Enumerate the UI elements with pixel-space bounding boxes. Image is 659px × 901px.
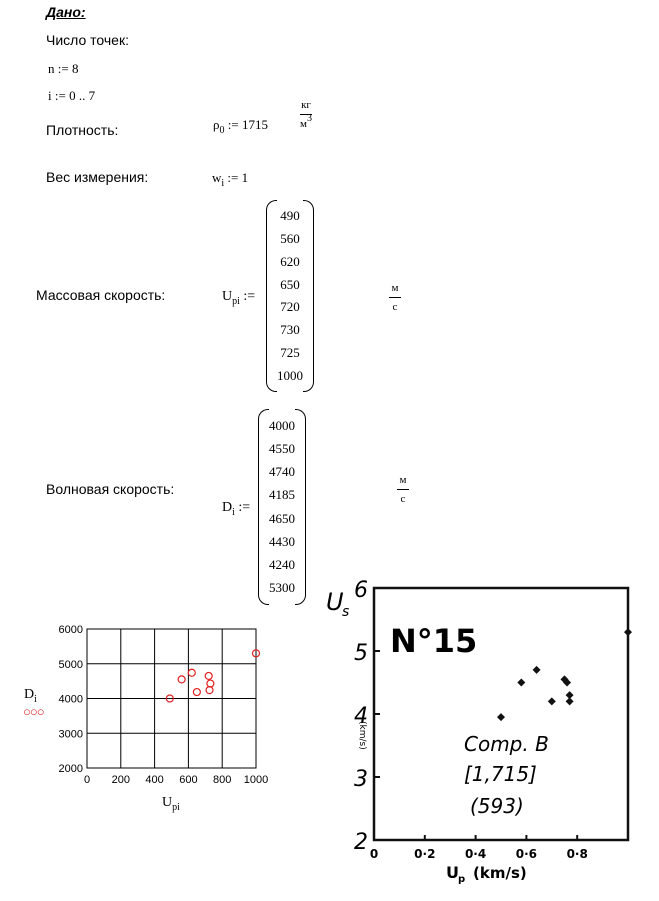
y-axis-label [326, 588, 349, 620]
plot-xlabel [162, 795, 180, 811]
unit-denominator: с [392, 301, 398, 313]
annotation-line-2: [1,715] [464, 762, 537, 786]
rho-unit-denominator: м3 [300, 113, 312, 130]
plot-ylabel-sub: i [34, 694, 37, 705]
x-tick-label: 1000 [243, 774, 269, 786]
up-cell-1: 560 [280, 231, 300, 247]
y-tick-label: 2000 [58, 763, 83, 775]
scanned-chart [318, 576, 654, 896]
y-tick-label: 2 [354, 830, 368, 855]
left-bracket [266, 200, 277, 392]
data-point [206, 687, 213, 694]
d-subscript: i [232, 507, 235, 518]
mathcad-scatter-plot[interactable] [0, 615, 300, 790]
assign-operator: := [57, 61, 69, 76]
chart-title [390, 622, 477, 660]
rho-unit-numerator: кг [301, 99, 311, 111]
rho-name: ρ [213, 117, 220, 132]
annotation [464, 732, 549, 818]
mass-velocity-unit [385, 282, 405, 313]
d-cell-2: 4740 [269, 464, 295, 480]
y-tick-label: 6 [354, 578, 368, 603]
points-label: Число точек: [46, 32, 129, 48]
n-definition[interactable] [48, 61, 78, 77]
given-title: Дано: [46, 4, 86, 20]
data-point [178, 676, 185, 683]
w-value: 1 [241, 170, 249, 185]
d-cell-6: 4240 [269, 557, 295, 573]
y-tick-label: 4 [354, 704, 368, 729]
d-definition[interactable] [222, 500, 250, 516]
svg-text:(km/s): (km/s) [357, 721, 367, 750]
density-label: Плотность: [46, 122, 119, 138]
plot-legend-marker: ○○○ [23, 704, 44, 719]
up-cell-7: 1000 [277, 367, 303, 383]
assign-operator: := [238, 500, 251, 515]
up-cell-2: 620 [280, 253, 300, 269]
i-range: 0 .. 7 [69, 88, 96, 103]
rho-subscript: 0 [219, 125, 225, 136]
mass-velocity-label: Массовая скорость: [36, 287, 166, 303]
left-bracket [258, 409, 269, 605]
plot-xlabel-name: U [162, 795, 173, 810]
data-point [205, 672, 212, 679]
up-cell-0: 490 [280, 208, 300, 224]
x-tick-label: 0·4 [464, 847, 487, 861]
right-bracket [303, 200, 314, 392]
annotation-line-3: (593) [470, 794, 524, 818]
up-definition[interactable] [222, 289, 255, 305]
rho-unit [294, 99, 318, 130]
svg-text:(km/s): (km/s) [473, 864, 527, 882]
svg-text:U: U [446, 863, 459, 882]
unit-numerator: м [399, 474, 407, 486]
weight-label: Вес измерения: [46, 169, 149, 185]
up-subscript: pi [232, 296, 240, 307]
y-tick-label: 4000 [58, 693, 83, 706]
data-point [193, 689, 200, 696]
i-definition[interactable] [48, 88, 95, 104]
x-axis-label [446, 863, 527, 885]
unit-numerator: м [391, 282, 399, 294]
assign-operator: := [227, 117, 239, 132]
w-subscript: i [221, 178, 225, 189]
data-point [188, 669, 195, 676]
y-tick-label: 6000 [58, 624, 83, 636]
svg-text:U: U [326, 588, 344, 616]
up-cell-6: 725 [280, 344, 300, 360]
data-point [207, 680, 214, 687]
svg-text:s: s [342, 604, 350, 620]
data-point [517, 679, 525, 687]
i-name: i [48, 88, 52, 103]
d-cell-4: 4650 [269, 510, 295, 526]
rho-unit-power: 3 [306, 113, 312, 124]
wave-velocity-matrix[interactable] [258, 409, 306, 605]
y-tick-label: 5 [354, 641, 368, 666]
up-name: U [222, 289, 233, 304]
y-tick-label: 5000 [58, 658, 83, 671]
d-cell-3: 4185 [269, 487, 295, 503]
up-cell-3: 650 [280, 276, 300, 292]
w-definition[interactable] [212, 170, 249, 189]
d-cell-7: 5300 [269, 580, 295, 596]
up-cell-5: 730 [280, 322, 300, 338]
annotation-line-1: Comp. B [464, 732, 549, 756]
wave-velocity-unit [393, 474, 413, 505]
x-tick-label: 0·2 [414, 847, 436, 861]
rho-value: 1715 [241, 117, 268, 132]
up-cell-4: 720 [280, 299, 300, 315]
assign-operator: := [54, 88, 66, 103]
right-bracket [295, 409, 306, 605]
d-cell-1: 4550 [269, 440, 295, 456]
x-tick-label: 0·8 [566, 847, 588, 861]
x-tick-label: 800 [213, 774, 232, 786]
assign-operator: := [243, 289, 256, 304]
svg-text:p: p [458, 874, 466, 885]
y-tick-label: 3 [354, 767, 368, 792]
d-cell-5: 4430 [269, 533, 295, 549]
x-tick-label: 0 [369, 847, 379, 861]
fraction-line [397, 489, 409, 490]
rho-definition[interactable] [213, 117, 268, 136]
x-tick-label: 200 [111, 774, 130, 786]
x-tick-label: 600 [179, 774, 198, 786]
svg-text:N°15: N°15 [390, 622, 478, 660]
y-tick-label: 3000 [58, 728, 83, 741]
fraction-line [389, 297, 401, 298]
x-tick-label: 400 [145, 774, 164, 786]
w-name: w [212, 170, 222, 185]
d-cell-0: 4000 [269, 417, 295, 433]
data-point [497, 713, 505, 721]
data-point [566, 697, 574, 705]
x-tick-label: 0 [83, 774, 91, 786]
d-name: D [222, 500, 233, 515]
n-value: 8 [71, 61, 79, 76]
x-tick-label: 0·6 [515, 847, 538, 861]
wave-velocity-label: Волновая скорость: [46, 481, 175, 497]
mass-velocity-matrix[interactable] [266, 200, 314, 392]
n-name: n [48, 61, 55, 76]
unit-denominator: с [400, 493, 406, 505]
data-point [548, 697, 556, 705]
plot-xlabel-sub: pi [172, 802, 180, 813]
data-point [624, 628, 632, 636]
plot-ylabel-name: D [24, 687, 35, 702]
assign-operator: := [227, 170, 239, 185]
data-point [533, 666, 541, 674]
